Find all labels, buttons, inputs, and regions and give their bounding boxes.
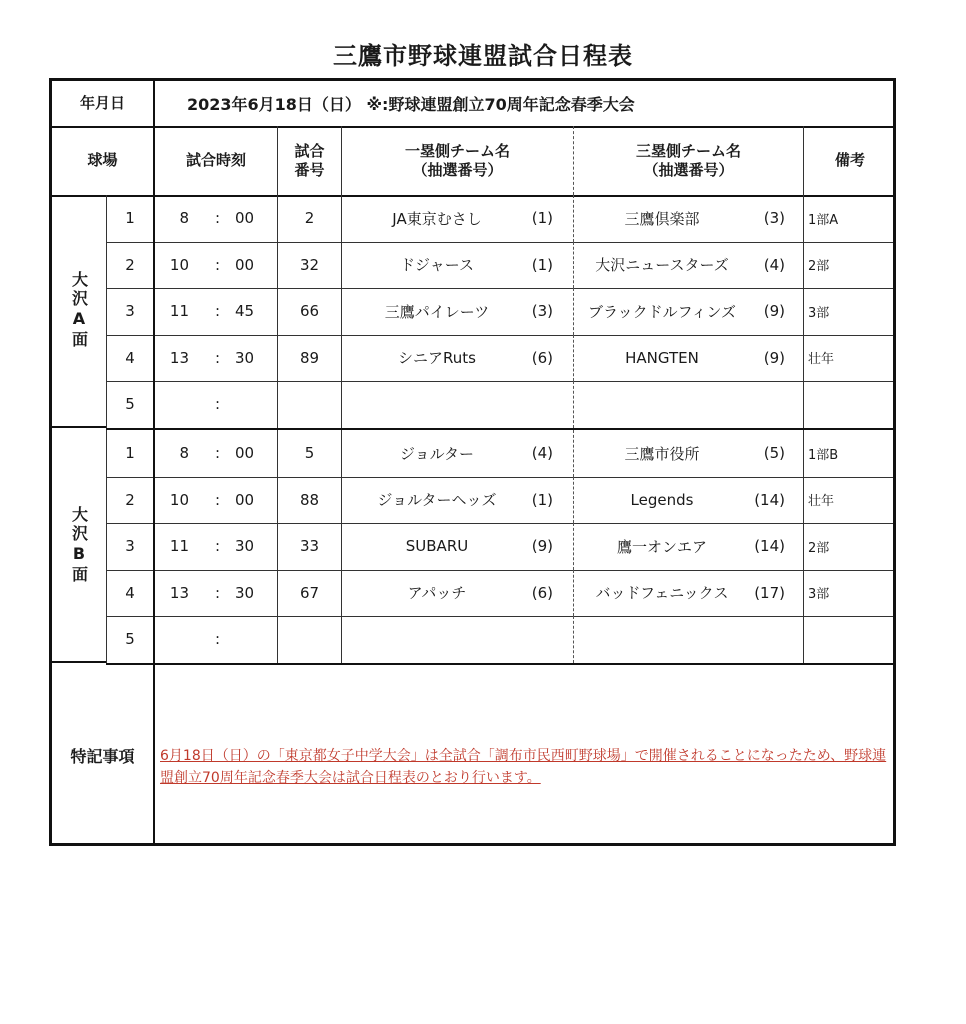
match-number bbox=[277, 616, 341, 663]
header-third-base: 三塁側チーム名 （抽選番号） bbox=[573, 126, 803, 195]
third-base-team bbox=[573, 335, 803, 382]
table-row bbox=[106, 381, 893, 430]
third-base-lot: (9) bbox=[763, 348, 785, 367]
table-row bbox=[106, 570, 893, 618]
time-sep: : bbox=[215, 630, 221, 649]
match-note: 1部B bbox=[803, 430, 896, 477]
match-number: 88 bbox=[277, 477, 341, 524]
row-number: 3 bbox=[106, 523, 153, 570]
time-sep: : bbox=[215, 444, 221, 463]
first-base-team-name bbox=[362, 616, 512, 663]
header-notes: 備考 bbox=[803, 126, 896, 195]
header-match-no: 試合 番号 bbox=[277, 126, 341, 195]
header-row bbox=[52, 126, 893, 197]
time-sep: : bbox=[215, 537, 221, 556]
match-number: 67 bbox=[277, 570, 341, 617]
row-number: 2 bbox=[106, 477, 153, 524]
first-base-team bbox=[341, 242, 573, 289]
third-base-team bbox=[573, 288, 803, 335]
time-hour: 10 bbox=[169, 490, 189, 509]
time-sep: : bbox=[215, 583, 221, 602]
first-base-lot: (6) bbox=[531, 583, 553, 602]
third-base-team bbox=[573, 523, 803, 570]
match-time bbox=[153, 242, 277, 289]
match-note: 壮年 bbox=[803, 335, 896, 382]
third-base-team-name: 三鷹倶楽部 bbox=[624, 209, 700, 228]
first-base-lot: (4) bbox=[531, 444, 553, 463]
match-time bbox=[153, 195, 277, 242]
first-base-team-name: SUBARU bbox=[405, 537, 469, 556]
date-value: 2023年6月18日（日） ※:野球連盟創立70周年記念春季大会 bbox=[153, 81, 896, 126]
match-time bbox=[153, 570, 277, 617]
time-minute: 00 bbox=[235, 490, 255, 509]
time-minute: 45 bbox=[235, 302, 255, 321]
third-base-team bbox=[573, 477, 803, 524]
time-sep: : bbox=[215, 490, 221, 509]
third-base-team bbox=[573, 430, 803, 477]
time-sep: : bbox=[215, 302, 221, 321]
row-number: 5 bbox=[106, 616, 153, 663]
first-base-team bbox=[341, 477, 573, 524]
match-note: 2部 bbox=[803, 242, 896, 289]
table-row bbox=[106, 477, 893, 525]
match-note bbox=[803, 381, 896, 428]
third-base-lot: (5) bbox=[763, 444, 785, 463]
match-note: 2部 bbox=[803, 523, 896, 570]
match-number bbox=[277, 381, 341, 428]
header-first-base: 一塁側チーム名 （抽選番号） bbox=[341, 126, 573, 195]
table-row bbox=[106, 242, 893, 290]
time-hour: 8 bbox=[179, 209, 189, 228]
time-minute: 00 bbox=[235, 255, 255, 274]
table-row bbox=[106, 616, 893, 665]
first-base-lot: (1) bbox=[531, 490, 553, 509]
time-hour: 8 bbox=[179, 444, 189, 463]
third-base-team-name: ブラックドルフィンズ bbox=[587, 302, 737, 321]
match-time bbox=[153, 430, 277, 477]
time-hour: 13 bbox=[169, 348, 189, 367]
time-sep: : bbox=[215, 348, 221, 367]
first-base-team-name: アパッチ bbox=[407, 584, 467, 603]
third-base-lot: (4) bbox=[763, 255, 785, 274]
first-base-team-name: ドジャース bbox=[400, 256, 474, 275]
first-base-team-name: シニアRuts bbox=[398, 349, 476, 368]
time-minute: 30 bbox=[235, 583, 255, 602]
third-base-team bbox=[573, 570, 803, 617]
match-time bbox=[153, 381, 277, 428]
row-number: 4 bbox=[106, 335, 153, 382]
match-note: 3部 bbox=[803, 288, 896, 335]
row-number: 4 bbox=[106, 570, 153, 617]
time-minute: 30 bbox=[235, 537, 255, 556]
time-sep: : bbox=[215, 209, 221, 228]
header-time: 試合時刻 bbox=[153, 126, 277, 195]
table-row bbox=[106, 288, 893, 336]
header-field: 球場 bbox=[87, 151, 118, 169]
first-base-team bbox=[341, 288, 573, 335]
third-base-team-name bbox=[576, 616, 748, 663]
match-number: 66 bbox=[277, 288, 341, 335]
first-base-team bbox=[341, 523, 573, 570]
match-time bbox=[153, 616, 277, 663]
third-base-lot: (9) bbox=[763, 302, 785, 321]
table-row bbox=[106, 523, 893, 571]
third-base-team-name: Legends bbox=[630, 490, 694, 509]
time-sep: : bbox=[215, 255, 221, 274]
match-time bbox=[153, 288, 277, 335]
first-base-team-name: 三鷹パイレーツ bbox=[384, 302, 490, 321]
match-note bbox=[803, 616, 896, 663]
date-label: 年月日 bbox=[79, 94, 125, 112]
row-number: 1 bbox=[106, 430, 153, 477]
match-time bbox=[153, 523, 277, 570]
time-hour: 10 bbox=[169, 255, 189, 274]
third-base-team bbox=[573, 381, 803, 428]
match-note: 壮年 bbox=[803, 477, 896, 524]
third-base-lot: (17) bbox=[754, 583, 785, 602]
match-time bbox=[153, 335, 277, 382]
match-number: 89 bbox=[277, 335, 341, 382]
first-base-team-name: ジョルター bbox=[399, 444, 475, 463]
row-number: 2 bbox=[106, 242, 153, 289]
third-base-lot: (14) bbox=[754, 490, 785, 509]
date-row bbox=[52, 81, 893, 128]
match-note: 3部 bbox=[803, 570, 896, 617]
third-base-team bbox=[573, 616, 803, 663]
time-minute: 30 bbox=[235, 348, 255, 367]
third-base-team-name: HANGTEN bbox=[625, 348, 699, 367]
first-base-lot: (1) bbox=[531, 209, 553, 228]
third-base-team-name: 鷹一オンエア bbox=[616, 537, 707, 556]
match-time bbox=[153, 477, 277, 524]
table-row bbox=[106, 430, 893, 478]
first-base-team bbox=[341, 430, 573, 477]
third-base-lot: (3) bbox=[763, 209, 785, 228]
time-hour: 11 bbox=[169, 537, 189, 556]
first-base-team-name: JA東京むさし bbox=[392, 209, 482, 228]
first-base-team bbox=[341, 335, 573, 382]
third-base-team-name: 大沢ニュースターズ bbox=[595, 256, 729, 275]
first-base-team bbox=[341, 381, 573, 428]
schedule-table bbox=[49, 78, 896, 846]
time-minute: 00 bbox=[235, 209, 255, 228]
third-base-team bbox=[573, 195, 803, 242]
match-number: 33 bbox=[277, 523, 341, 570]
special-notes-divider bbox=[153, 665, 155, 846]
row-number: 5 bbox=[106, 381, 153, 428]
third-base-team-name: 三鷹市役所 bbox=[624, 444, 700, 463]
match-number: 32 bbox=[277, 242, 341, 289]
match-number: 2 bbox=[277, 195, 341, 242]
page-title: 三鷹市野球連盟試合日程表 bbox=[333, 42, 633, 70]
field-name: 大沢A面 bbox=[52, 195, 106, 428]
row-number: 3 bbox=[106, 288, 153, 335]
first-base-lot: (1) bbox=[531, 255, 553, 274]
match-note: 1部A bbox=[803, 195, 896, 242]
time-hour: 11 bbox=[169, 302, 189, 321]
table-row bbox=[106, 195, 893, 243]
first-base-team bbox=[341, 616, 573, 663]
time-hour: 13 bbox=[169, 583, 189, 602]
row-number: 1 bbox=[106, 195, 153, 242]
table-row bbox=[106, 335, 893, 383]
third-base-team-name bbox=[576, 381, 748, 428]
first-base-team bbox=[341, 570, 573, 617]
special-notes-text: 6月18日（日）の「東京都女子中学大会」は全試合「調布市民西町野球場」で開催されることになったため、野球連盟創立70周年記念春季大会は試合日程表のとおり行います。 bbox=[160, 748, 887, 786]
special-notes-label: 特記事項 bbox=[70, 747, 135, 766]
time-sep: : bbox=[215, 395, 221, 414]
first-base-team bbox=[341, 195, 573, 242]
first-base-team-name: ジョルターヘッズ bbox=[377, 491, 497, 510]
third-base-lot: (14) bbox=[754, 537, 785, 556]
time-minute: 00 bbox=[235, 444, 255, 463]
field-name: 大沢B面 bbox=[52, 430, 106, 663]
third-base-team bbox=[573, 242, 803, 289]
first-base-team-name bbox=[362, 381, 512, 428]
match-number: 5 bbox=[277, 430, 341, 477]
first-base-lot: (3) bbox=[531, 302, 553, 321]
first-base-lot: (9) bbox=[531, 537, 553, 556]
first-base-lot: (6) bbox=[531, 348, 553, 367]
third-base-team-name: バッドフェニックス bbox=[595, 584, 729, 603]
